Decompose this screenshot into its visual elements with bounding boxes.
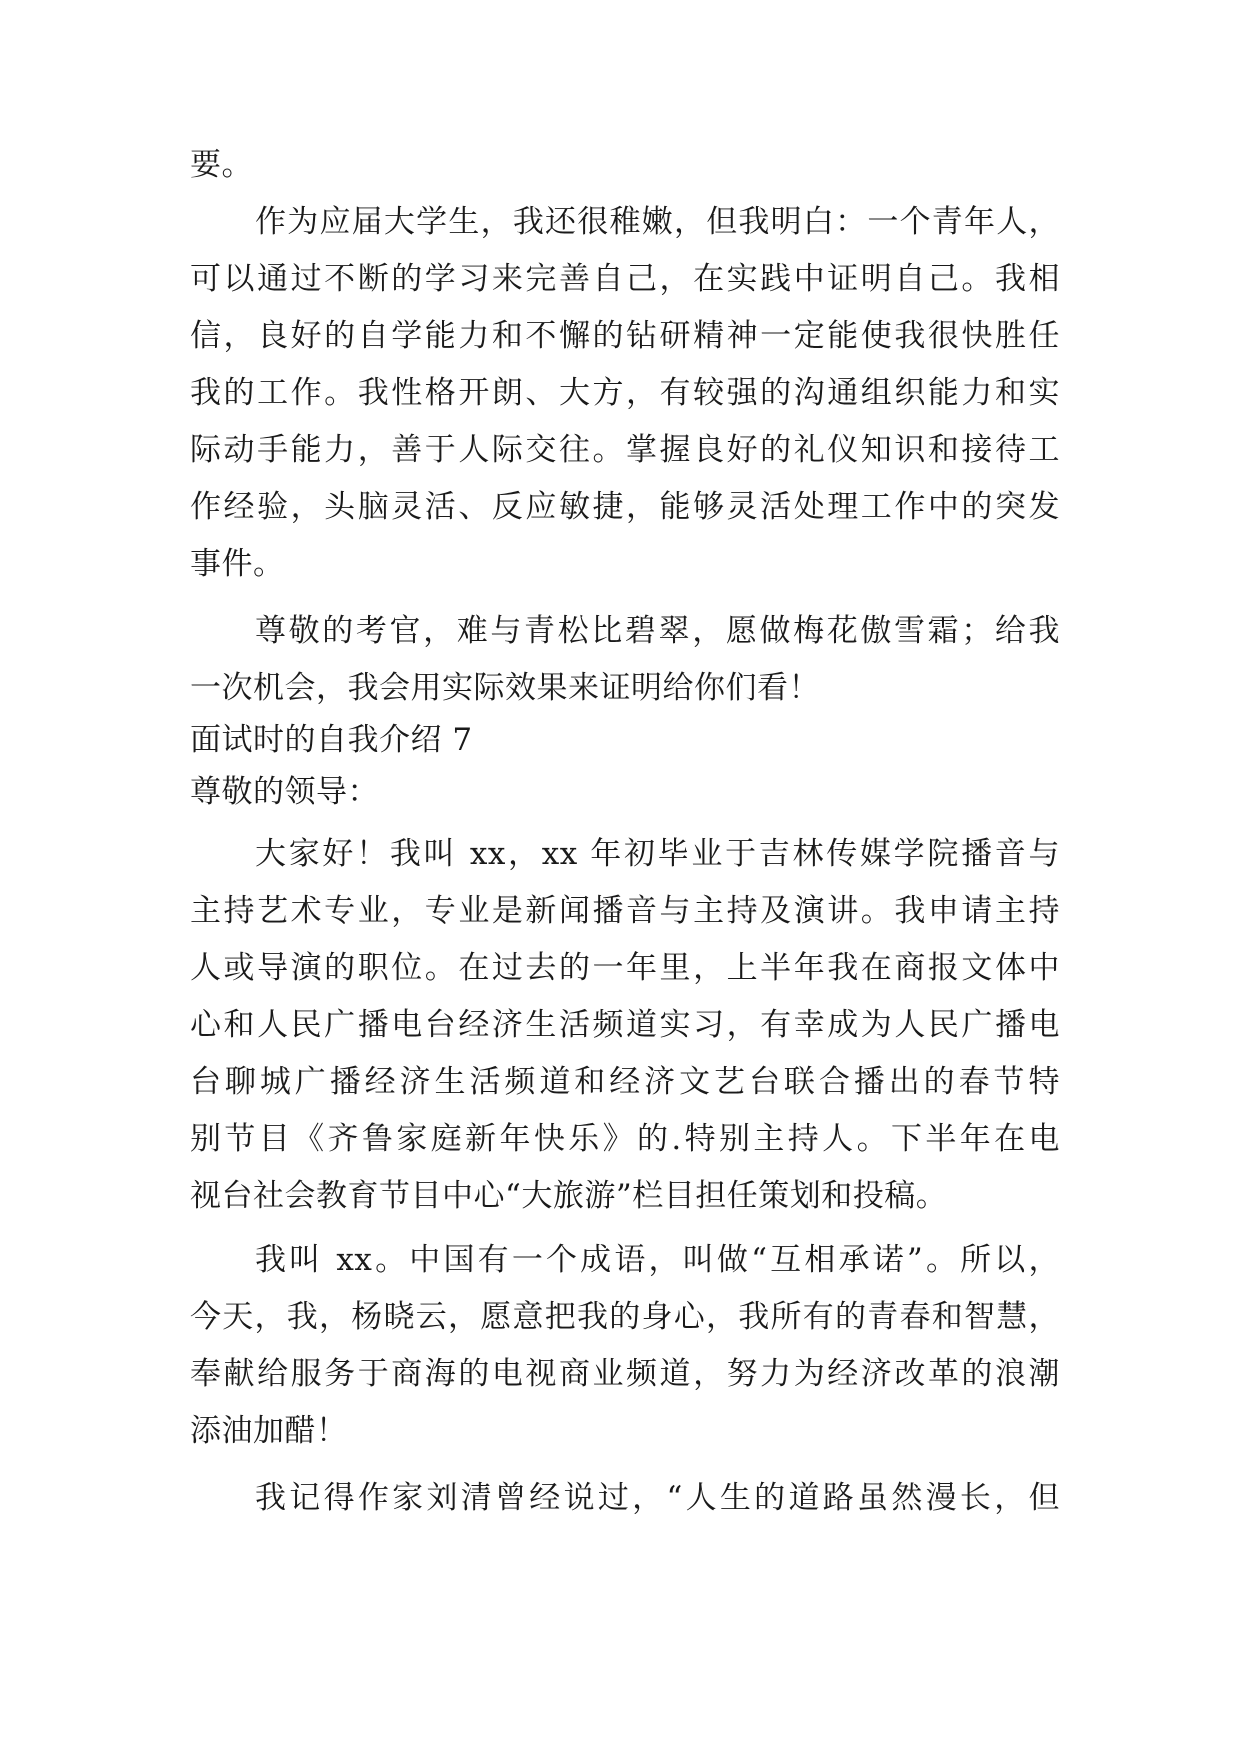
salutation: 尊敬的领导：: [190, 774, 379, 810]
paragraph-start-line: 尊敬的考官，难与青松比碧翠，愿做梅花傲雪霜；给我: [255, 613, 1060, 649]
text-line: 心和人民广播电台经济生活频道实习，有幸成为人民广播电: [190, 1007, 1060, 1043]
text-line: 别节目《齐鲁家庭新年快乐》的.特别主持人。下半年在电: [190, 1121, 1060, 1157]
text-line: 信，良好的自学能力和不懈的钻研精神一定能使我很快胜任: [190, 318, 1060, 354]
paragraph-start-line: 作为应届大学生，我还很稚嫩，但我明白：一个青年人，: [255, 204, 1060, 240]
text-line: 主持艺术专业，专业是新闻播音与主持及演讲。我申请主持: [190, 893, 1060, 929]
text-line: 际动手能力，善于人际交往。掌握良好的礼仪知识和接待工: [190, 432, 1060, 468]
text-line: 人或导演的职位。在过去的一年里，上半年我在商报文体中: [190, 950, 1060, 986]
paragraph-start-line: 我记得作家刘清曾经说过，“人生的道路虽然漫长，但: [255, 1480, 1060, 1516]
text-line: 视台社会教育节目中心“大旅游”栏目担任策划和投稿。: [190, 1178, 948, 1214]
text-line: 一次机会，我会用实际效果来证明给你们看！: [190, 670, 820, 706]
section-heading: 面试时的自我介绍 7: [190, 722, 473, 758]
text-line: 事件。: [190, 546, 285, 582]
text-line: 添油加醋！: [190, 1413, 348, 1449]
paragraph-start-line: 大家好！我叫 xx，xx 年初毕业于吉林传媒学院播音与: [255, 836, 1060, 872]
text-line: 今天，我，杨晓云，愿意把我的身心，我所有的青春和智慧，: [190, 1299, 1060, 1335]
text-line: 要。: [190, 147, 253, 183]
text-line: 我的工作。我性格开朗、大方，有较强的沟通组织能力和实: [190, 375, 1060, 411]
text-line: 奉献给服务于商海的电视商业频道，努力为经济改革的浪潮: [190, 1356, 1060, 1392]
text-line: 作经验，头脑灵活、反应敏捷，能够灵活处理工作中的突发: [190, 489, 1060, 525]
text-line: 台聊城广播经济生活频道和经济文艺台联合播出的春节特: [190, 1064, 1060, 1100]
text-line: 可以通过不断的学习来完善自己，在实践中证明自己。我相: [190, 261, 1060, 297]
paragraph-start-line: 我叫 xx。中国有一个成语，叫做“互相承诺”。所以，: [255, 1242, 1060, 1278]
